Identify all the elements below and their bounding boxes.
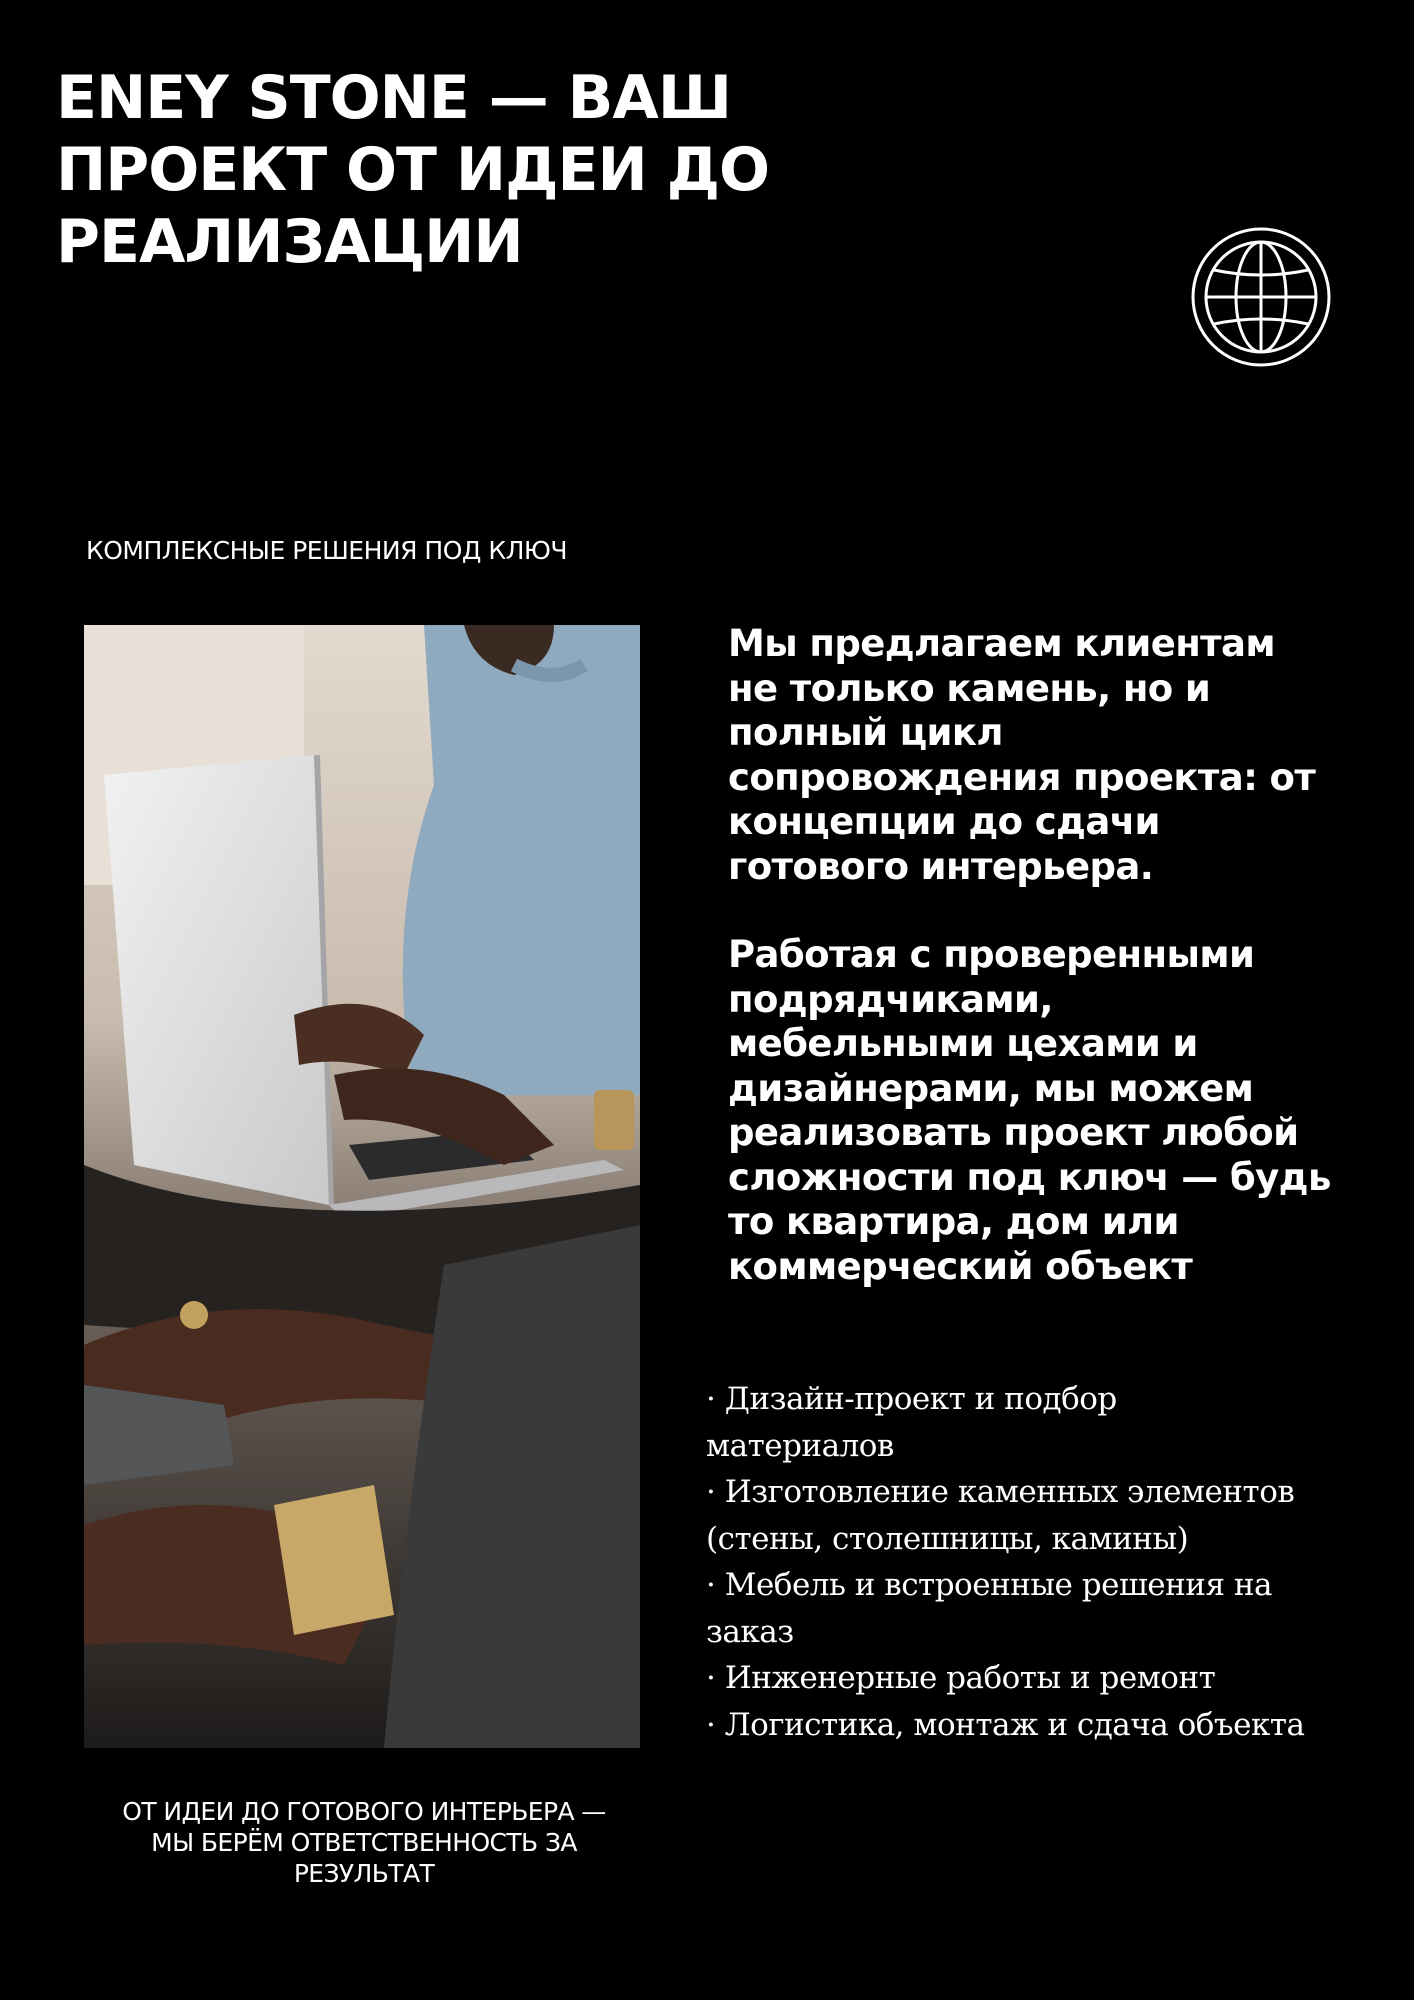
laptop-photo	[84, 625, 640, 1748]
services-list	[706, 1376, 1366, 1748]
text-line: дизайнерами, мы можем	[728, 1066, 1254, 1110]
list-item: заказ	[706, 1613, 794, 1650]
text-line: сложности под ключ — будь	[728, 1155, 1331, 1199]
list-item: · Логистика, монтаж и сдача объекта	[706, 1706, 1305, 1743]
title-line: ENEY STONE — ВАШ	[56, 63, 731, 133]
text-line: мебельными цехами и	[728, 1022, 1198, 1065]
intro-text	[728, 622, 1348, 1289]
globe-icon	[1190, 226, 1332, 368]
caption-line: МЫ БЕРЁМ ОТВЕТСТВЕННОСТЬ ЗА	[151, 1828, 577, 1857]
list-item: · Инженерные работы и ремонт	[706, 1660, 1216, 1696]
text-line: Работая с проверенными	[728, 933, 1255, 976]
list-item: (стены, столешницы, камины)	[706, 1520, 1189, 1557]
section-subtitle: КОМПЛЕКСНЫЕ РЕШЕНИЯ ПОД КЛЮЧ	[86, 536, 568, 565]
caption-line: ОТ ИДЕИ ДО ГОТОВОГО ИНТЕРЬЕРА —	[122, 1797, 606, 1826]
title-line: РЕАЛИЗАЦИИ	[56, 207, 523, 277]
intro-paragraph	[728, 933, 1348, 1289]
text-line: коммерческий объект	[728, 1244, 1193, 1288]
list-item: материалов	[706, 1427, 894, 1464]
text-line: концепции до сдачи	[728, 800, 1160, 843]
list-item: · Изготовление каменных элементов	[706, 1474, 1295, 1510]
text-line: готового интерьера.	[728, 844, 1154, 888]
list-item: · Дизайн-проект и подбор	[706, 1381, 1117, 1417]
text-line: то квартира, дом или	[728, 1200, 1179, 1243]
photo-caption	[84, 1796, 644, 1889]
text-line: не только камень, но и	[728, 666, 1211, 710]
text-line: сопровождения проекта: от	[728, 755, 1316, 799]
intro-paragraph	[728, 622, 1348, 889]
caption-line: РЕЗУЛЬТАТ	[293, 1859, 435, 1888]
text-line: реализовать проект любой	[728, 1111, 1299, 1154]
title-line: ПРОЕКТ ОТ ИДЕИ ДО	[56, 135, 770, 205]
list-item: · Мебель и встроенные решения на	[706, 1567, 1272, 1603]
text-line: Мы предлагаем клиентам	[728, 622, 1276, 665]
text-line: подрядчиками,	[728, 977, 1053, 1021]
text-line: полный цикл	[728, 711, 1003, 754]
page-title	[56, 62, 816, 278]
